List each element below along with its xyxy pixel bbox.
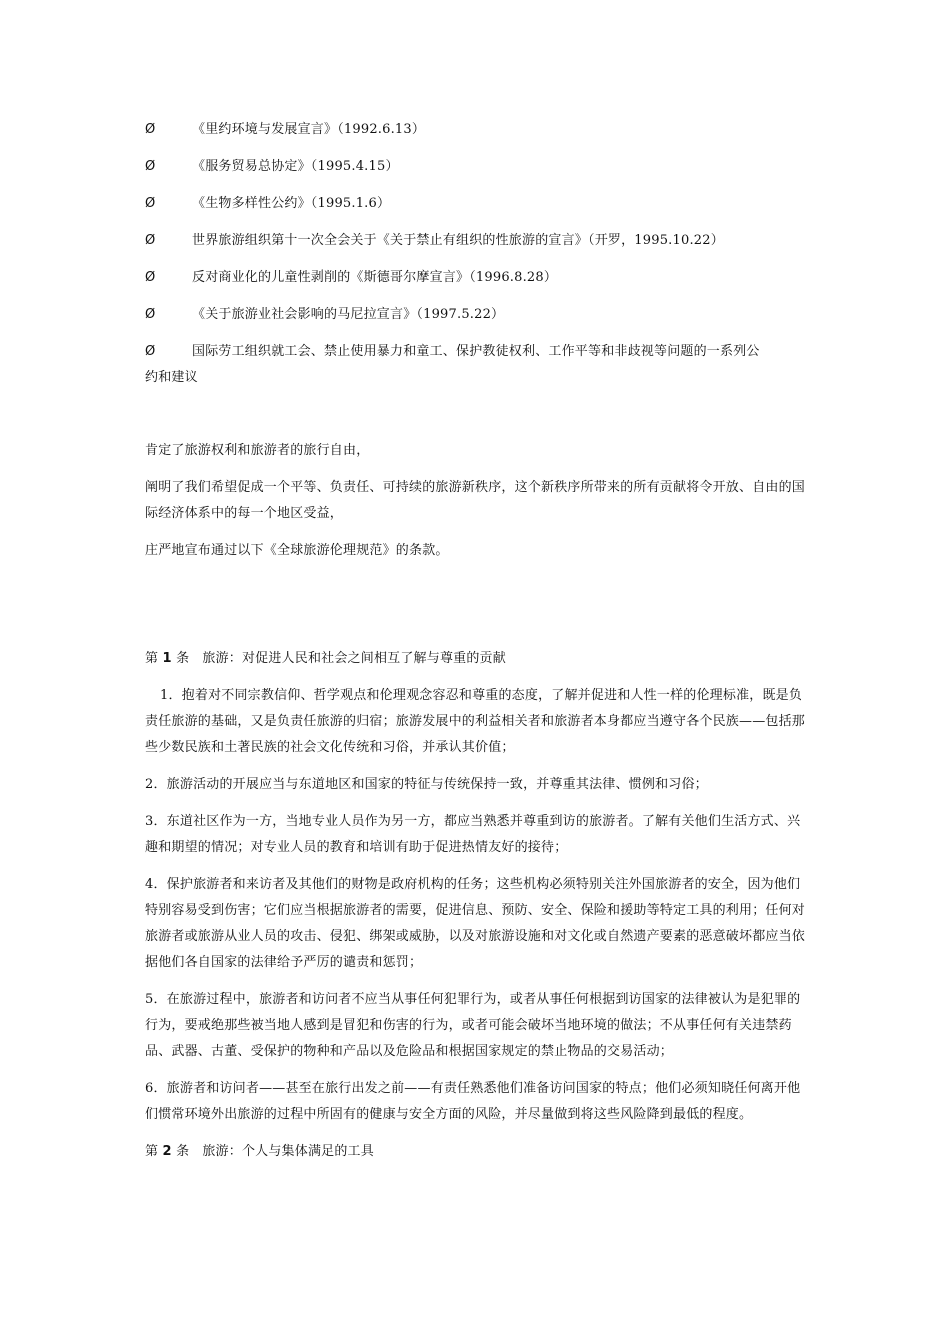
article-title: 旅游：对促进人民和社会之间相互了解与尊重的贡献 [202,651,506,666]
article-item: 4．保护旅游者和来访者及其他们的财物是政府机构的任务；这些机构必须特别关注外国旅游者的安全，因为他们特别容易受到伤害；它们应当根据旅游者的需要，促进信息、预防、安全、保险和援助等特定工具的利用；任何对旅游者或旅游从业人员的攻击、侵犯、绑架或威胁，以及对旅游设施和对文化或自然遗产要素的恶意破坏都应当依据他们各自国家的法律给予严厉的谴责和惩罚； [145,877,806,970]
list-item-text: 反对商业化的儿童性剥削的《斯德哥尔摩宣言》（1996.8.28） [192,270,558,285]
preamble [145,438,810,564]
article-2-heading [145,1139,810,1165]
article-item: 3．东道社区作为一方，当地专业人员作为另一方，都应当熟悉并尊重到访的旅游者。了解有关他们生活方式、兴趣和期望的情况；对专业人员的教育和培训有助于促进热情友好的接待； [145,814,801,855]
list-item [145,154,810,180]
list-item-text: 《服务贸易总协定》（1995.4.15） [192,159,399,174]
article-number: 1 [162,651,172,666]
preamble-paragraph: 阐明了我们希望促成一个平等、负责任、可持续的旅游新秩序，这个新秩序所带来的所有贡献将令开放、自由的国际经济体系中的每一个地区受益， [145,480,806,521]
list-item-text: 《生物多样性公约》（1995.1.6） [192,196,391,211]
list-item-text: 世界旅游组织第十一次全会关于《关于禁止有组织的性旅游的宣言》（开罗，1995.10.22） [192,233,724,248]
list-item-text: 国际劳工组织就工会、禁止使用暴力和童工、保护教徒权利、工作平等和非歧视等问题的一系列公 [192,344,760,359]
article-number: 2 [162,1144,172,1159]
article-suffix: 条 [176,651,190,666]
preamble-paragraph: 庄严地宣布通过以下《全球旅游伦理规范》的条款。 [145,543,449,558]
list-item-text: 《里约环境与发展宣言》（1992.6.13） [192,122,426,137]
bullet-icon: Ø [145,122,156,137]
list-item [145,117,810,143]
preamble-paragraph: 肯定了旅游权利和旅游者的旅行自由， [145,443,370,458]
article-title: 旅游：个人与集体满足的工具 [202,1144,374,1159]
list-item [145,302,810,328]
bullet-icon: Ø [145,233,156,248]
list-item [145,265,810,291]
list-item-text: 《关于旅游业社会影响的马尼拉宣言》（1997.5.22） [192,307,505,322]
list-item [145,339,810,365]
list-item-continuation: 约和建议 [145,370,198,385]
article-prefix: 第 [145,1144,159,1159]
list-item [145,228,810,254]
article-item: 1．抱着对不同宗教信仰、哲学观点和伦理观念容忍和尊重的态度，了解并促进和人性一样的伦理标准，既是负责任旅游的基础，又是负责任旅游的归宿；旅游发展中的利益相关者和旅游者本身都应当遵守各个民族——包括那些少数民族和土著民族的社会文化传统和习俗，并承认其价值； [145,688,806,755]
list-item [145,191,810,217]
bullet-icon: Ø [145,307,156,322]
article-1-body [145,683,810,1165]
article-item: 2．旅游活动的开展应当与东道地区和国家的特征与传统保持一致，并尊重其法律、惯例和习俗； [145,777,708,792]
article-item: 5．在旅游过程中，旅游者和访问者不应当从事任何犯罪行为，或者从事任何根据到访国家的法律被认为是犯罪的行为，要戒绝那些被当地人感到是冒犯和伤害的行为，或者可能会破坏当地环境的做法；不从事任何有关违禁药品、武器、古董、受保护的物种和产品以及危险品和根据国家规定的禁止物品的交易活动； [145,992,801,1059]
bullet-icon: Ø [145,344,156,359]
bullet-icon: Ø [145,159,156,174]
article-suffix: 条 [176,1144,190,1159]
reference-list [145,117,810,391]
bullet-icon: Ø [145,270,156,285]
bullet-icon: Ø [145,196,156,211]
article-prefix: 第 [145,651,159,666]
article-1-heading [145,646,810,672]
article-item: 6．旅游者和访问者——甚至在旅行出发之前——有责任熟悉他们准备访问国家的特点；他们必须知晓任何离开他们惯常环境外出旅游的过程中所固有的健康与安全方面的风险，并尽量做到将这些风险降到最低的程度。 [145,1081,801,1122]
